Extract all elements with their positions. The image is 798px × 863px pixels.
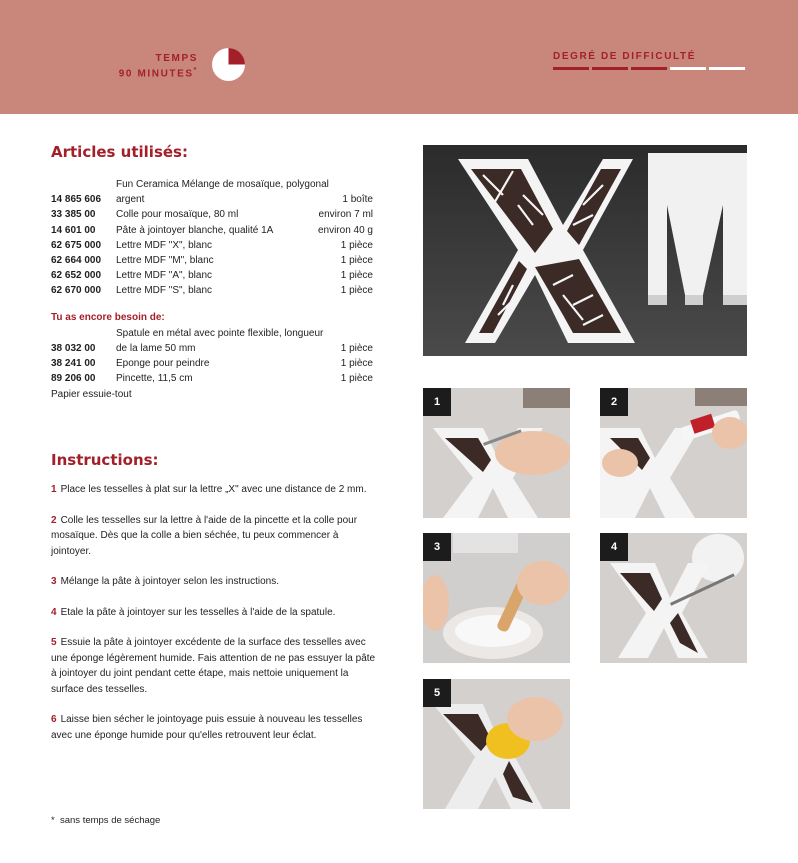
articles-list: [51, 177, 373, 402]
article-description: Spatule en métal avec pointe flexible, longueur de la lame 50 mm: [116, 327, 324, 355]
step-photo-2: [600, 388, 747, 518]
extra-article-row: [51, 371, 373, 386]
step-number: 4: [51, 606, 57, 618]
step-badge-5: 5: [423, 679, 451, 707]
step-number: 6: [51, 714, 57, 725]
article-description: Eponge pour peindre: [116, 358, 210, 370]
article-description: Fun Ceramica Mélange de mosaïque, polygonal argent: [116, 179, 329, 206]
difficulty-bar: [592, 67, 628, 70]
article-quantity: 1 pièce: [340, 358, 373, 370]
extra-note: Papier essuie-tout: [51, 388, 132, 400]
article-code: 89 206 00: [51, 373, 96, 385]
article-code: 38 241 00: [51, 358, 96, 370]
step-badge-4: 4: [600, 533, 628, 561]
difficulty-meter: [553, 67, 745, 70]
article-row: [51, 207, 373, 222]
article-quantity: 1 boîte: [342, 194, 373, 206]
step-badge-1: 1: [423, 388, 451, 416]
article-description: Lettre MDF "M", blanc: [116, 255, 214, 267]
instructions-title: Instructions:: [51, 451, 159, 469]
article-code: 38 032 00: [51, 343, 96, 355]
article-code: 62 652 000: [51, 270, 102, 282]
article-quantity: 1 pièce: [340, 255, 373, 267]
article-code: 62 664 000: [51, 255, 102, 267]
article-description: Colle pour mosaïque, 80 ml: [116, 209, 239, 221]
instruction-step: [51, 482, 381, 498]
article-quantity: 1 pièce: [340, 270, 373, 282]
article-quantity: 1 pièce: [340, 285, 373, 297]
instruction-step: [51, 635, 381, 697]
extra-materials-title: Tu as encore besoin de:: [51, 311, 165, 323]
article-code: 33 385 00: [51, 209, 96, 221]
article-row: [51, 253, 373, 268]
mosaic-x-photo: [423, 145, 747, 356]
article-code: 14 601 00: [51, 224, 96, 236]
footnote-text: sans temps de séchage: [59, 815, 161, 826]
step-text: Mélange la pâte à jointoyer selon les instructions.: [60, 576, 280, 587]
difficulty-bar: [670, 67, 706, 70]
step-number: 5: [51, 637, 57, 648]
step-photo-1: [423, 388, 570, 518]
article-quantity: environ 40 g: [317, 224, 373, 236]
step-text: Essuie la pâte à jointoyer excédente de la surface des tesselles avec une éponge légèrement humide. Fais attention de ne pas essuyer la pâte à jointoyer du joint pendant cette étape, mais nettoie uniquement la surface des tesselles.: [51, 637, 376, 695]
difficulty-bar: [631, 67, 667, 70]
footnote-mark: *: [51, 815, 55, 826]
instruction-step: [51, 605, 381, 621]
step-photo-3: [423, 533, 570, 663]
step-badge-3: 3: [423, 533, 451, 561]
footnote: [51, 815, 160, 826]
article-row: [51, 268, 373, 283]
instruction-step: [51, 712, 381, 743]
step-text: Laisse bien sécher le jointoyage puis essuie à nouveau les tesselles avec une éponge humide pour qu'elles retrouvent leur éclat.: [51, 714, 363, 741]
article-row: [51, 223, 373, 238]
step-text: Etale la pâte à jointoyer sur les tesselles à l'aide de la spatule.: [60, 606, 336, 618]
instructions-list: [51, 482, 381, 758]
article-code: 62 675 000: [51, 239, 102, 251]
instruction-step: [51, 513, 381, 560]
step-text: Place les tesselles à plat sur la lettre „X" avec une distance de 2 mm.: [60, 484, 367, 495]
article-quantity: 1 pièce: [340, 239, 373, 251]
article-row: [51, 283, 373, 298]
header-band: [0, 0, 798, 114]
step-badge-2: 2: [600, 388, 628, 416]
article-description: Lettre MDF "X", blanc: [116, 239, 213, 251]
article-description: Pincette, 11,5 cm: [116, 373, 193, 385]
step-number: 3: [51, 576, 57, 587]
article-row: [51, 238, 373, 253]
step-number: 2: [51, 514, 57, 526]
difficulty-bar: [709, 67, 745, 70]
time-title: TEMPS: [155, 53, 198, 64]
article-description: Lettre MDF "A", blanc: [116, 270, 213, 282]
article-quantity: 1 pièce: [340, 343, 373, 355]
step-photo-4: [600, 533, 747, 663]
articles-title: Articles utilisés:: [51, 143, 188, 161]
article-description: Lettre MDF "S", blanc: [116, 285, 213, 297]
extra-article-row: [51, 326, 373, 356]
extra-article-row: [51, 356, 373, 371]
article-row: [51, 177, 373, 207]
article-description: Pâte à jointoyer blanche, qualité 1A: [116, 224, 274, 236]
difficulty-label: DEGRÉ DE DIFFICULTÉ: [553, 51, 696, 62]
step-photo-5: [423, 679, 570, 809]
clock-pie-icon: [212, 48, 245, 81]
time-value: 90 MINUTES: [118, 68, 194, 80]
time-label: [119, 53, 198, 80]
difficulty-bar: [553, 67, 589, 70]
step-number: 1: [51, 484, 57, 495]
main-product-photo: [423, 145, 747, 356]
time-footnote-mark: *: [193, 67, 198, 74]
instruction-step: [51, 574, 381, 590]
article-code: 62 670 000: [51, 285, 102, 297]
article-code: 14 865 606: [51, 194, 102, 206]
article-quantity: environ 7 ml: [318, 209, 373, 221]
article-quantity: 1 pièce: [340, 373, 373, 385]
step-text: Colle les tesselles sur la lettre à l'aide de la pincette et la colle pour mosaïque. Dès que la colle a bien séchée, tu peux commencer à jointoyer.: [51, 514, 358, 557]
